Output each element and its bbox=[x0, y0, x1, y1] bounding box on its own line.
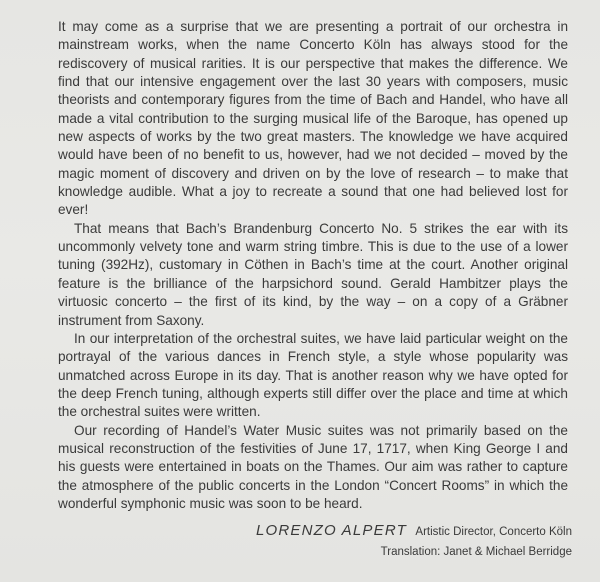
signature-block bbox=[256, 522, 572, 558]
author-role: Artistic Director, Concerto Köln bbox=[415, 526, 572, 538]
paragraph-brandenburg: That means that Bach’s Brandenburg Concerto No. 5 strikes the ear with its uncommonly velvety tone and warm string timbre. This is due to the use of a lower tuning (392Hz), customary in Cöthen in Bach’s time at the court. Another original feature is the brilliance of the harpsichord sound. Gerald Hambitzer plays the virtuosic concerto – the first of its kind, by the way – on a copy of a Gräbner instrument from Saxony. bbox=[58, 220, 568, 328]
paragraph-orchestral-suites: In our interpretation of the orchestral suites, we have laid particular weight on the portrayal of the various dances in French style, a style whose popularity was unmatched across Europe in its day. That is another reason why we have opted for the deep French tuning, although experts still differ over the place and time at which the orchestral suites were written. bbox=[58, 330, 568, 420]
translation-credit: Translation: Janet & Michael Berridge bbox=[380, 546, 572, 558]
signature-line bbox=[256, 522, 572, 540]
paragraph-water-music: Our recording of Handel’s Water Music suites was not primarily based on the musical reconstruction of the festivities of June 17, 1717, when King George I and his guests were entertained in boats on the Thames. Our aim was rather to capture the atmosphere of the public concerts in the London “Concert Rooms” in which the wonderful symphonic music was soon to be heard. bbox=[58, 422, 568, 511]
author-name: LORENZO ALPERT bbox=[255, 522, 407, 539]
liner-notes-text bbox=[58, 18, 568, 513]
paragraph-intro: It may come as a surprise that we are presenting a portrait of our orchestra in mainstream works, when the name Concerto Köln has always stood for the rediscovery of musical rarities. It is our perspective that makes the difference. We find that our intensive engagement over the last 30 years with composers, music theorists and contemporary figures from the time of Bach and Handel, who have all made a vital contribution to the surging musical life of the Baroque, has opened up new aspects of works by the two great masters. The knowledge we have acquired would have been of no benefit to us, however, had we not decided – moved by the magic moment of discovery and driven on by the love of research – to make that knowledge audible. What a joy to recreate a sound that one had believed lost for ever! bbox=[58, 19, 568, 218]
